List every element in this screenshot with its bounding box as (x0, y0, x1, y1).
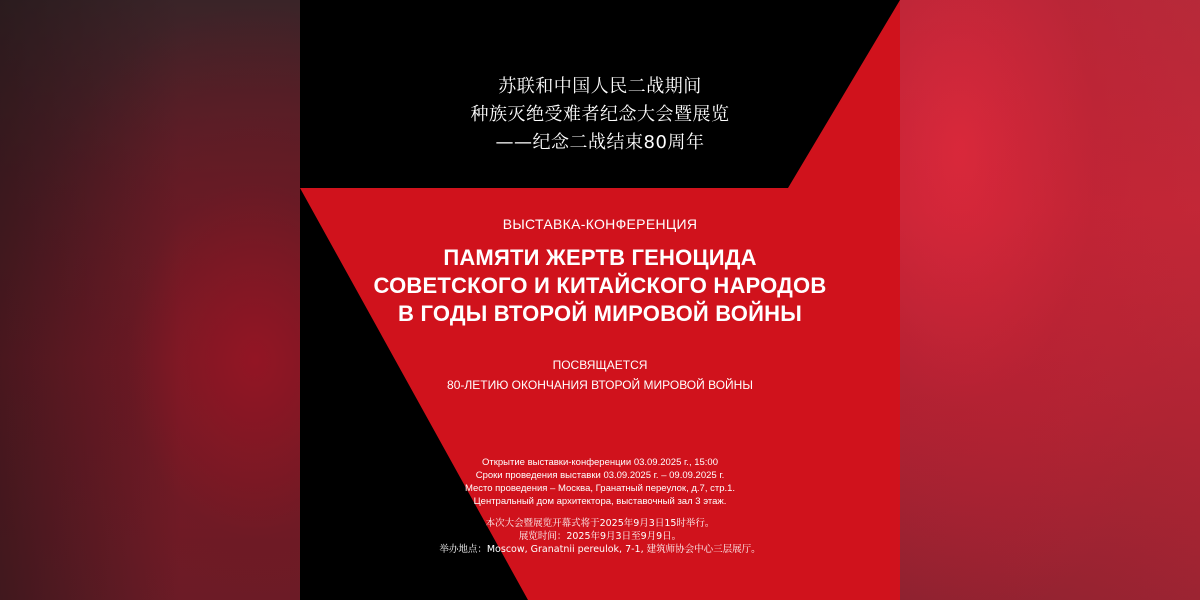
dedication-label: ПОСВЯЩАЕТСЯ (552, 358, 648, 372)
zh-detail-opening: 本次大会暨展览开幕式将于2025年9月3日15时举行。 (485, 518, 715, 529)
russian-kicker: ВЫСТАВКА-КОНФЕРЕНЦИЯ (502, 216, 698, 232)
poster (300, 0, 900, 600)
chinese-title-line-1: 苏联和中国人民二战期间 (498, 76, 702, 97)
russian-headline (300, 244, 900, 328)
russian-event-details (300, 456, 900, 508)
detail-opening: Открытие выставки-конференции 03.09.2025 г., 15:00 (482, 457, 718, 468)
dedication-detail: 80-ЛЕТИЮ ОКОНЧАНИЯ ВТОРОЙ МИРОВОЙ ВОЙНЫ (447, 378, 753, 392)
zh-detail-venue: 举办地点：Moscow, Granatnii pereulok, 7-1, 建筑师协会中心三层展厅。 (439, 544, 761, 555)
blurred-background-left (0, 0, 300, 600)
chinese-event-details (300, 517, 900, 556)
blurred-background-right (900, 0, 1200, 600)
russian-dedication (300, 355, 900, 395)
chinese-title-line-2: 种族灭绝受难者纪念大会暨展览 (470, 104, 730, 125)
zh-detail-dates: 展览时间：2025年9月3日至9月9日。 (518, 531, 682, 542)
chinese-title-line-3: ——纪念二战结束80周年 (495, 132, 705, 153)
russian-headline-line-2: СОВЕТСКОГО И КИТАЙСКОГО НАРОДОВ (373, 273, 827, 298)
chinese-title (300, 73, 900, 157)
russian-headline-line-3: В ГОДЫ ВТОРОЙ МИРОВОЙ ВОЙНЫ (398, 301, 802, 326)
detail-hall: Центральный дом архитектора, выставочный зал 3 этаж. (473, 496, 727, 507)
detail-venue: Место проведения – Москва, Гранатный переулок, д.7, стр.1. (464, 483, 736, 494)
detail-dates: Сроки проведения выставки 03.09.2025 г. – 09.09.2025 г. (475, 470, 725, 481)
russian-headline-line-1: ПАМЯТИ ЖЕРТВ ГЕНОЦИДА (443, 245, 757, 270)
